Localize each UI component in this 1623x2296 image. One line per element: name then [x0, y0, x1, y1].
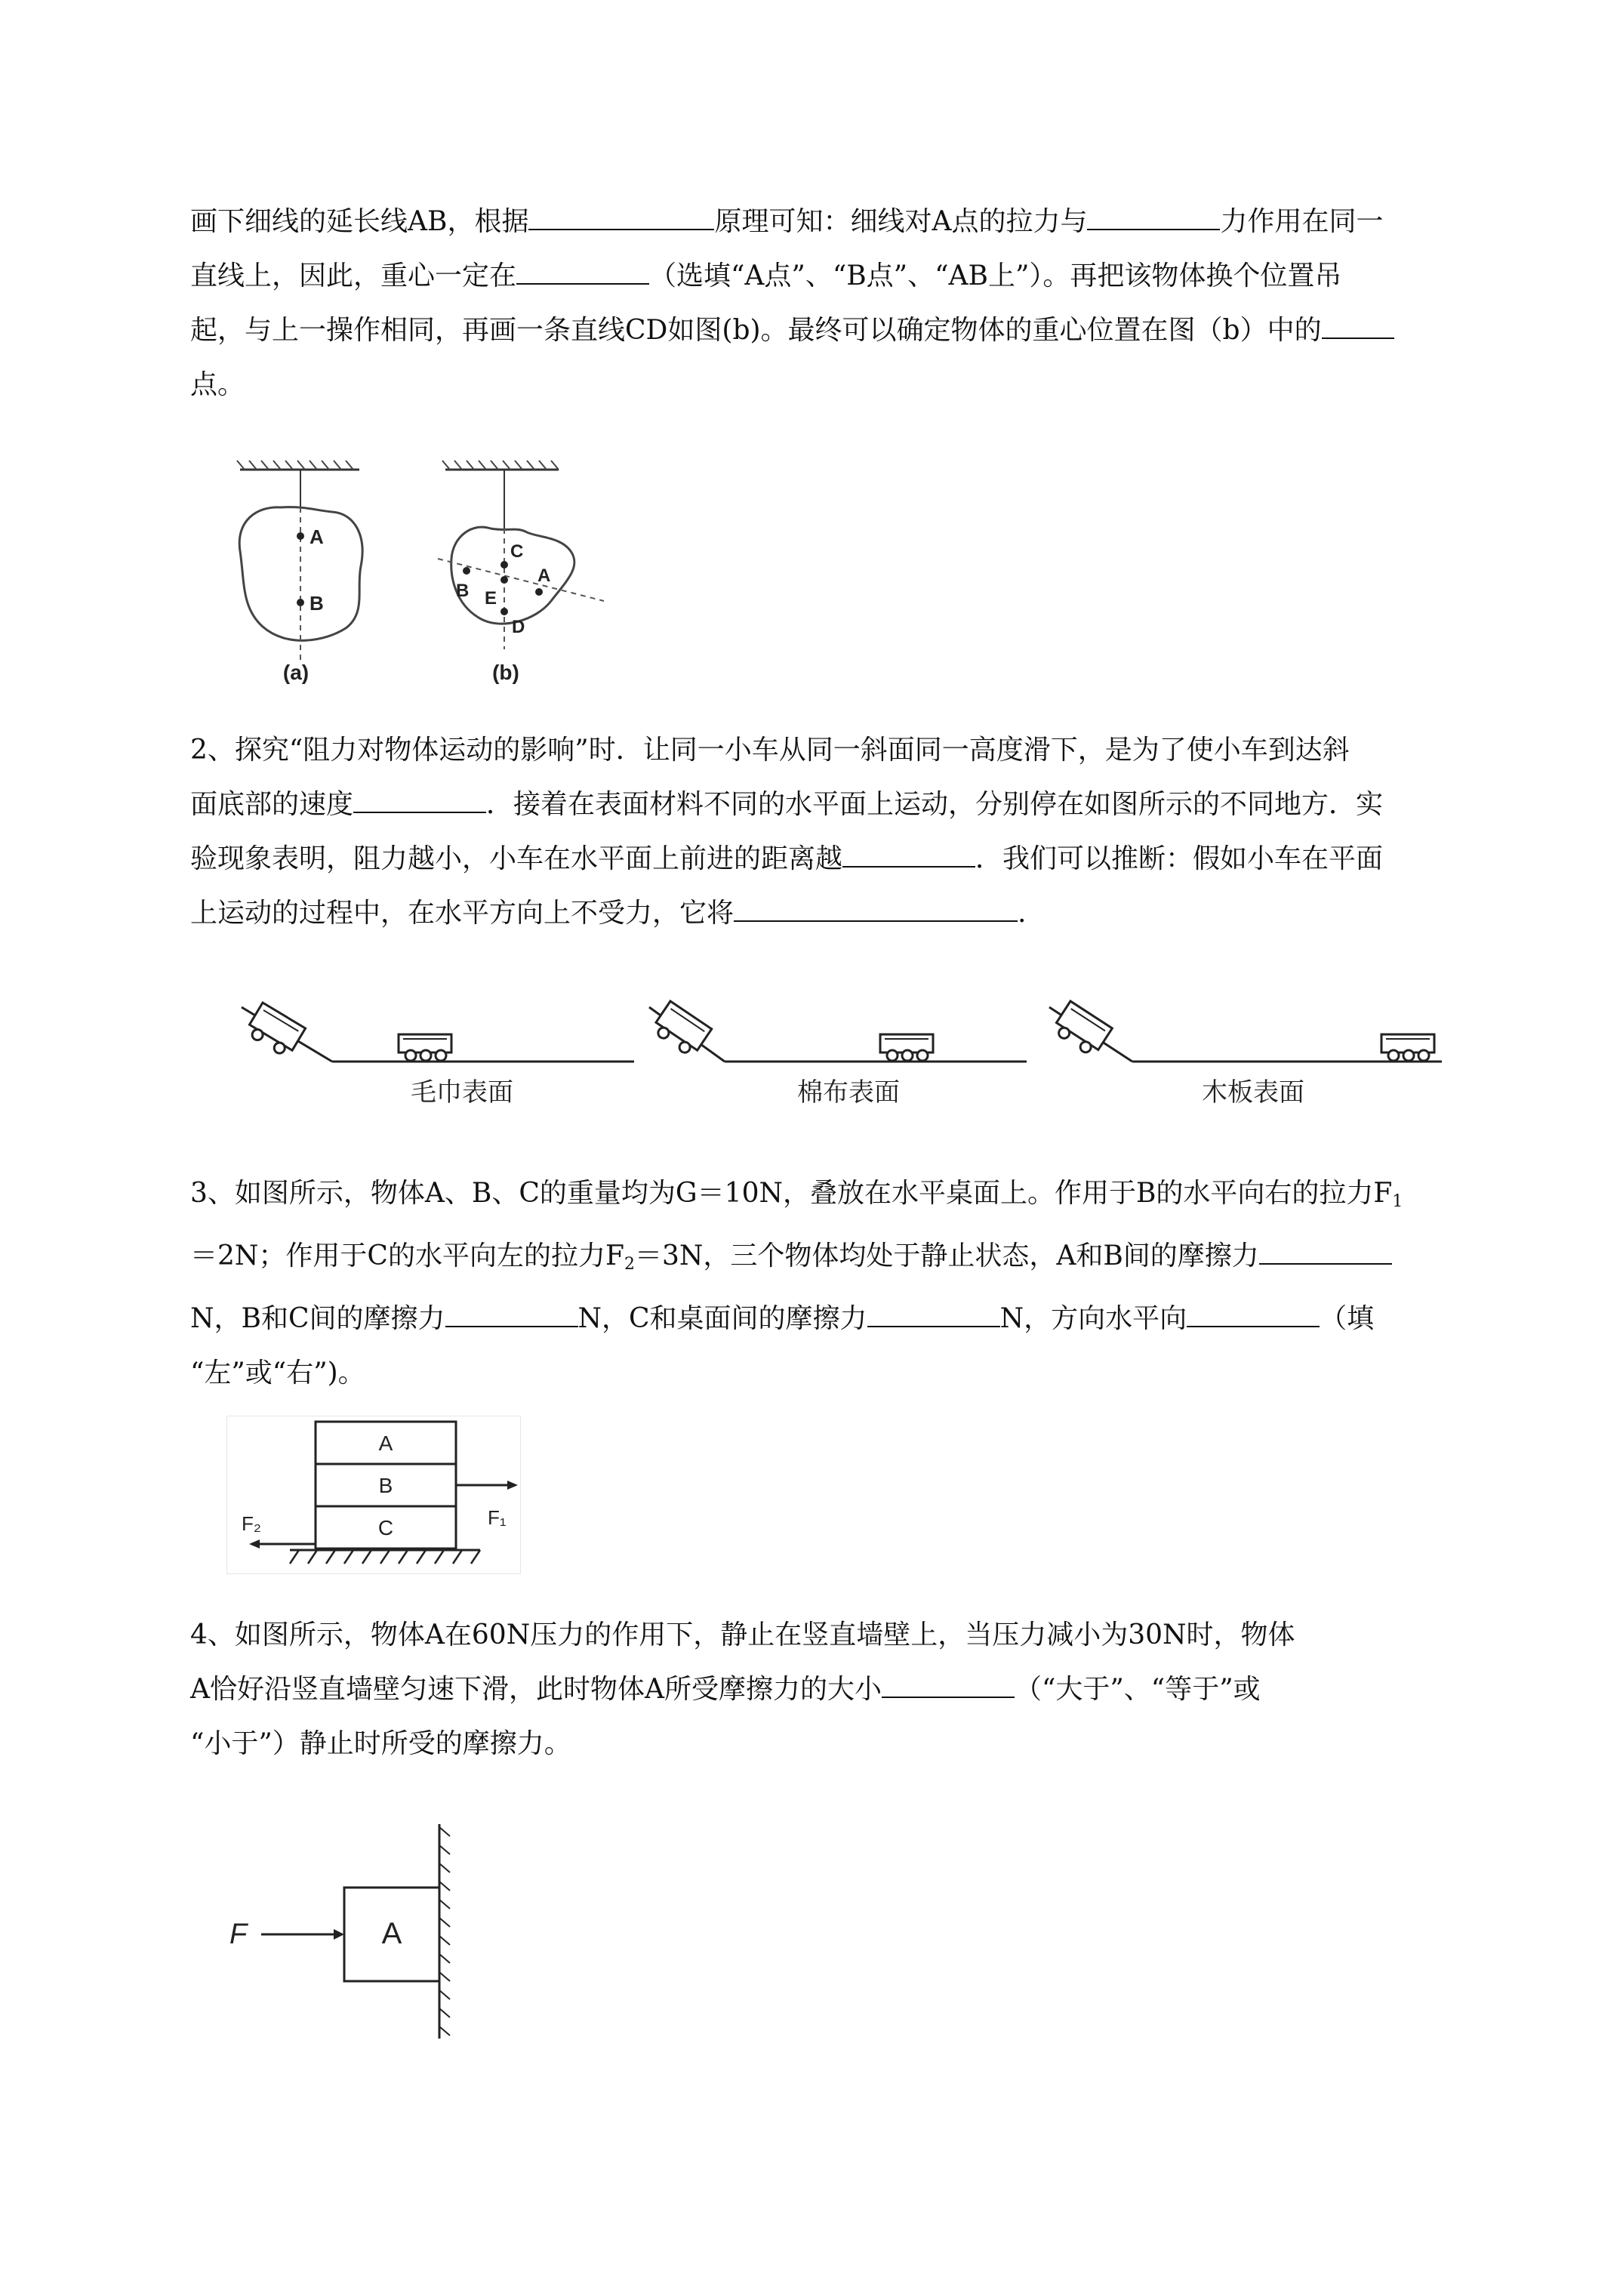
q2-line-1: 2、探究“阻力对物体运动的影响”时．让同一小车从同一斜面同一高度滑下，是为了使小车到达斜 [190, 735, 1350, 766]
q3-line-1: 3、如图所示，物体A、B、C的重量均为G＝10N，叠放在水平桌面上。作用于B的水平向右的拉力$F_1$ [190, 1178, 1403, 1211]
block-label: A [381, 1917, 402, 1950]
q2-line-3: 验现象表明，阻力越小，小车在水平面上前进的距离越 ．我们可以推断：假如小车在平面 [190, 832, 1504, 886]
q3-line-2: ＝2N；作用于C的水平向左的拉力$F_2=3N$，三个物体均处于静止状态，A和B间的摩擦力 [190, 1229, 1504, 1292]
center-of-gravity-figure [226, 453, 619, 695]
answer-blank[interactable] [1259, 1230, 1392, 1265]
answer-blank[interactable] [867, 1293, 1000, 1327]
q1-line-3: 起，与上一操作相同，再画一条直线CD如图(b)。最终可以确定物体的重心位置在图（b）中的 [190, 304, 1504, 358]
answer-blank[interactable] [1087, 196, 1220, 230]
answer-blank[interactable] [1322, 304, 1394, 339]
figure-b [438, 461, 604, 684]
point-label-b: B [310, 592, 324, 615]
surface-towel [242, 1003, 634, 1107]
point-label-a: A [310, 525, 324, 548]
answer-blank[interactable] [882, 1663, 1015, 1698]
q3-line-3: N，B和C间的摩擦力 N，C和桌面间的摩擦力 N，方向水平向 （填 [190, 1292, 1504, 1346]
q3-text [190, 1166, 1504, 1401]
surface-label-wood: 木板表面 [1202, 1078, 1304, 1107]
q2-line-2: 面底部的速度 ．接着在表面材料不同的水平面上运动，分别停在如图所示的不同地方．实 [190, 778, 1504, 832]
force-label-f: F [229, 1918, 248, 1950]
q3-line-4: “左”或“右”)。 [190, 1358, 365, 1388]
q1-text [190, 195, 1504, 412]
q4-line-1: 4、如图所示，物体A在60N压力的作用下，静止在竖直墙壁上，当压力减小为30N时，物体 [190, 1620, 1295, 1650]
point-label-a2: A [537, 566, 551, 586]
answer-blank[interactable] [842, 833, 975, 868]
block-label-a: A [378, 1432, 393, 1455]
force-label-f2: F₂ [242, 1512, 261, 1535]
caption-b: (b) [492, 661, 519, 684]
answer-blank[interactable] [516, 250, 649, 285]
q4-text [190, 1608, 1504, 1771]
surface-label-towel: 毛巾表面 [411, 1078, 513, 1107]
block-label-c: C [377, 1516, 394, 1539]
surface-cotton [649, 1001, 1027, 1107]
answer-blank[interactable] [445, 1293, 578, 1327]
point-label-b2: B [456, 581, 470, 601]
q1-line-4: 点。 [190, 369, 245, 400]
q2-text [190, 723, 1504, 941]
point-label-c: C [510, 541, 524, 562]
q1-line-2: 直线上，因此，重心一定在 （选填“A点”、“B点”、“AB上”）。再把该物体换个位置吊 [190, 249, 1504, 304]
q4-line-3: “小于”）静止时所受的摩擦力。 [190, 1728, 571, 1759]
answer-blank[interactable] [353, 778, 486, 813]
block-label-b: B [378, 1474, 393, 1497]
block-wall-figure [223, 1820, 473, 2046]
force-label-f1: F₁ [488, 1506, 507, 1529]
figure-a [237, 461, 362, 684]
q1-line-1: 画下细线的延长线AB，根据 原理可知：细线对A点的拉力与 力作用在同一 [190, 195, 1504, 249]
caption-a: (a) [282, 661, 310, 684]
point-label-d: D [512, 617, 525, 637]
answer-blank[interactable] [1187, 1293, 1320, 1327]
answer-blank[interactable] [734, 887, 1018, 922]
q4-line-2: A恰好沿竖直墙壁匀速下滑，此时物体A所受摩擦力的大小 （“大于”、“等于”或 [190, 1663, 1504, 1717]
point-label-e: E [485, 588, 497, 609]
surface-label-cotton: 棉布表面 [797, 1078, 900, 1107]
stacked-blocks-figure [226, 1416, 521, 1574]
friction-surfaces-figure [226, 974, 1464, 1117]
q2-line-4: 上运动的过程中，在水平方向上不受力，它将 . [190, 886, 1504, 941]
answer-blank[interactable] [528, 196, 714, 230]
surface-wood [1049, 1001, 1442, 1107]
